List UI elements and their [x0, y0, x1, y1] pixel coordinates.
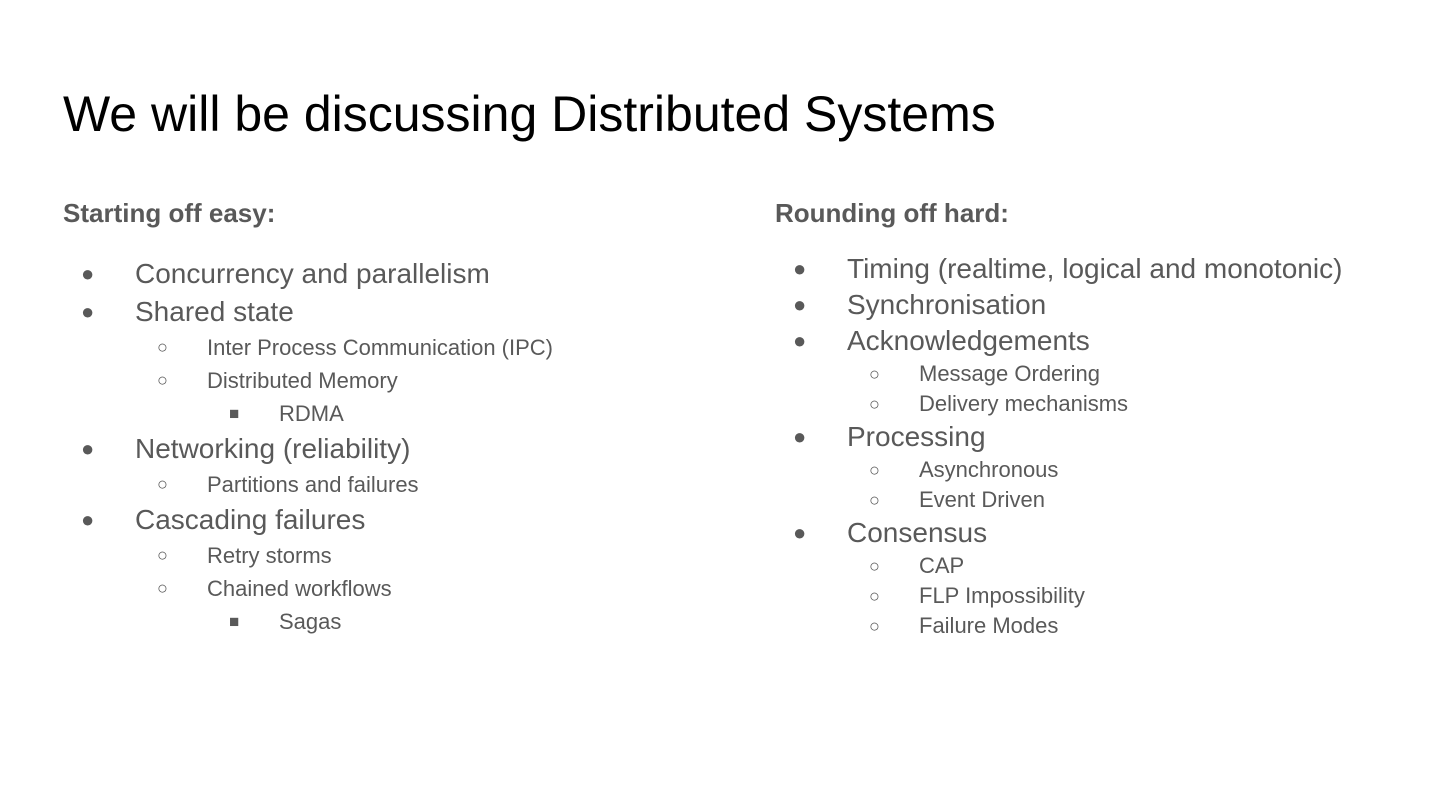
- hollow-circle-bullet-icon: ○: [869, 460, 880, 480]
- list-item-text: Networking (reliability): [135, 433, 411, 464]
- filled-circle-bullet-icon: ●: [793, 424, 807, 449]
- list-item-text: Inter Process Communication (IPC): [207, 335, 553, 360]
- filled-circle-bullet-icon: ●: [81, 261, 95, 286]
- list-item-text: Delivery mechanisms: [919, 391, 1129, 416]
- hollow-circle-bullet-icon: ○: [869, 490, 880, 510]
- hollow-circle-bullet-icon: ○: [869, 556, 880, 576]
- list-item-text: Sagas: [279, 609, 342, 634]
- list-item: [775, 485, 1435, 515]
- list-item: [63, 430, 723, 468]
- list-item-text: Message Ordering: [919, 361, 1100, 386]
- filled-circle-bullet-icon: ●: [81, 299, 95, 324]
- list-item: [775, 287, 1435, 323]
- list-item-text: RDMA: [279, 401, 344, 426]
- list-item: [63, 364, 723, 397]
- list-item-text: FLP Impossibility: [919, 583, 1085, 608]
- list-item: [63, 397, 723, 430]
- hollow-circle-bullet-icon: ○: [157, 370, 168, 390]
- filled-circle-bullet-icon: ●: [793, 292, 807, 317]
- list-item-text: Retry storms: [207, 543, 332, 568]
- list-item: [775, 251, 1435, 287]
- list-item-text: Failure Modes: [919, 613, 1059, 638]
- right-bullet-list: [775, 251, 1435, 641]
- list-item-text: Acknowledgements: [847, 325, 1090, 356]
- hollow-circle-bullet-icon: ○: [869, 394, 880, 414]
- list-item: [775, 581, 1435, 611]
- hollow-circle-bullet-icon: ○: [869, 586, 880, 606]
- filled-circle-bullet-icon: ●: [81, 507, 95, 532]
- list-item-text: Event Driven: [919, 487, 1045, 512]
- list-item: [63, 605, 723, 638]
- right-column-heading: Rounding off hard:: [775, 198, 1009, 228]
- left-column: [63, 195, 723, 638]
- hollow-circle-bullet-icon: ○: [157, 474, 168, 494]
- list-item: [63, 501, 723, 539]
- list-item: [63, 331, 723, 364]
- hollow-circle-bullet-icon: ○: [157, 545, 168, 565]
- filled-square-bullet-icon: ■: [229, 612, 240, 631]
- left-column-heading: Starting off easy:: [63, 198, 276, 228]
- hollow-circle-bullet-icon: ○: [869, 364, 880, 384]
- hollow-circle-bullet-icon: ○: [157, 578, 168, 598]
- list-item: [775, 455, 1435, 485]
- list-item: [63, 255, 723, 293]
- list-item: [775, 389, 1435, 419]
- list-item: [775, 551, 1435, 581]
- list-item: [63, 572, 723, 605]
- list-item: [63, 468, 723, 501]
- list-item: [775, 515, 1435, 551]
- right-column: [775, 195, 1435, 641]
- list-item: [63, 293, 723, 331]
- filled-circle-bullet-icon: ●: [793, 328, 807, 353]
- hollow-circle-bullet-icon: ○: [157, 337, 168, 357]
- list-item-text: Synchronisation: [847, 289, 1047, 320]
- filled-square-bullet-icon: ■: [229, 404, 240, 423]
- list-item-text: CAP: [919, 553, 965, 578]
- list-item-text: Shared state: [135, 296, 294, 327]
- list-item-text: Processing: [847, 421, 986, 452]
- list-item: [775, 611, 1435, 641]
- list-item-text: Concurrency and parallelism: [135, 258, 490, 289]
- slide-title: We will be discussing Distributed Systems: [63, 86, 996, 142]
- list-item: [775, 419, 1435, 455]
- list-item-text: Cascading failures: [135, 504, 366, 535]
- left-bullet-list: [63, 255, 723, 638]
- hollow-circle-bullet-icon: ○: [869, 616, 880, 636]
- list-item-text: Timing (realtime, logical and monotonic): [847, 253, 1343, 284]
- list-item: [63, 539, 723, 572]
- filled-circle-bullet-icon: ●: [81, 436, 95, 461]
- list-item: [775, 359, 1435, 389]
- list-item-text: Consensus: [847, 517, 988, 548]
- filled-circle-bullet-icon: ●: [793, 520, 807, 545]
- list-item-text: Asynchronous: [919, 457, 1059, 482]
- list-item-text: Partitions and failures: [207, 472, 419, 497]
- list-item: [775, 323, 1435, 359]
- list-item-text: Chained workflows: [207, 576, 392, 601]
- list-item-text: Distributed Memory: [207, 368, 398, 393]
- filled-circle-bullet-icon: ●: [793, 256, 807, 281]
